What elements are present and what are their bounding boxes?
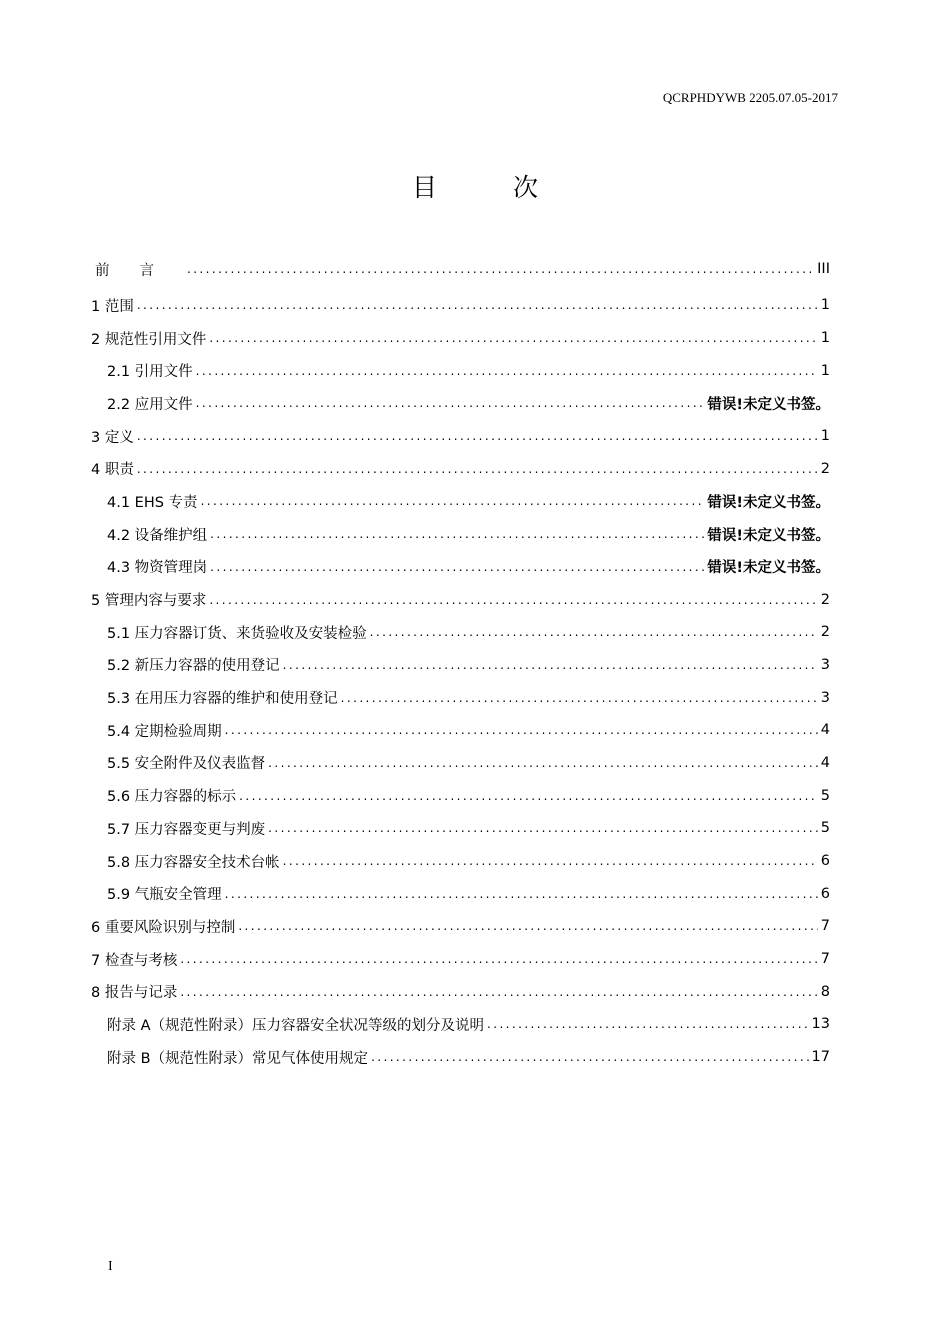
toc-entry-label: 4 职责 — [91, 462, 134, 479]
toc-entry[interactable] — [91, 354, 830, 387]
toc-leader-dots — [210, 527, 704, 541]
toc-leader-dots — [196, 364, 818, 378]
toc-entry-page: 4 — [820, 722, 830, 739]
toc-entry-label: 5.8 压力容器安全技术台帐 — [107, 854, 280, 871]
toc-entry[interactable] — [91, 452, 830, 485]
toc-entry[interactable] — [91, 583, 830, 616]
toc-entry-page: 5 — [820, 787, 830, 804]
toc-leader-dots — [180, 952, 817, 966]
toc-entry-label: 附录 B（规范性附录）常见气体使用规定 — [107, 1050, 369, 1067]
toc-entry-label: 5.1 压力容器订货、来货验收及安装检验 — [107, 625, 367, 642]
toc-leader-dots — [370, 625, 818, 639]
toc-entry-page: 3 — [820, 689, 830, 706]
toc-entry-page: 1 — [820, 362, 830, 379]
toc-entry-page: 7 — [820, 918, 830, 935]
toc-entry-label: 2.1 引用文件 — [107, 364, 193, 381]
toc-entry-page: 1 — [820, 330, 830, 347]
document-code: QCRPHDYWB 2205.07.05-2017 — [662, 90, 838, 105]
toc-entry[interactable] — [91, 910, 830, 943]
toc-entry-page: III — [817, 261, 830, 277]
toc-leader-dots — [137, 298, 818, 312]
toc-entry-page: 5 — [820, 820, 830, 837]
toc-entry-page: 8 — [820, 983, 830, 1000]
toc-leader-dots — [187, 262, 814, 276]
toc-entry[interactable] — [91, 249, 830, 289]
toc-entry[interactable] — [91, 681, 830, 714]
toc-entry-error: 错误!未定义书签。 — [707, 396, 830, 413]
toc-entry-label: 3 定义 — [91, 429, 134, 446]
toc-entry-page: 17 — [811, 1049, 830, 1066]
toc-entry[interactable] — [91, 649, 830, 682]
toc-entry-label: 5 管理内容与要求 — [91, 593, 207, 610]
toc-entry-page: 13 — [811, 1016, 830, 1033]
toc-entry-label: 4.3 物资管理岗 — [107, 560, 208, 577]
toc-entry-page: 1 — [820, 297, 830, 314]
toc-entry-label: 8 报告与记录 — [91, 985, 178, 1002]
toc-entry[interactable] — [91, 845, 830, 878]
toc-entry-page: 6 — [820, 853, 830, 870]
toc-entry-page: 4 — [820, 754, 830, 771]
toc-entry-page: 2 — [820, 591, 830, 608]
toc-leader-dots — [225, 887, 818, 901]
toc-leader-dots — [341, 691, 818, 705]
toc-entry-label: 5.2 新压力容器的使用登记 — [107, 658, 280, 675]
toc-entry[interactable] — [91, 322, 830, 355]
toc-entry-label: 1 范围 — [91, 298, 134, 315]
toc-leader-dots — [225, 723, 818, 737]
toc-leader-dots — [283, 854, 818, 868]
toc-leader-dots — [487, 1017, 809, 1031]
toc-leader-dots — [238, 919, 817, 933]
toc-entry[interactable] — [91, 943, 830, 976]
toc-leader-dots — [196, 396, 705, 410]
toc-leader-dots — [239, 789, 818, 803]
toc-leader-dots — [180, 985, 817, 999]
toc-entry-label: 2.2 应用文件 — [107, 396, 193, 413]
toc-leader-dots — [137, 429, 818, 443]
toc-entry-label: 2 规范性引用文件 — [91, 331, 207, 348]
toc-entry-label: 7 检查与考核 — [91, 952, 178, 969]
toc-entry-page: 7 — [820, 951, 830, 968]
toc-entry[interactable] — [91, 877, 830, 910]
toc-entry-label: 前言 — [95, 262, 184, 279]
toc-entry-label: 5.5 安全附件及仪表监督 — [107, 756, 266, 773]
toc-entry[interactable] — [91, 485, 830, 518]
toc-leader-dots — [210, 560, 704, 574]
toc-entry-error: 错误!未定义书签。 — [707, 527, 830, 544]
toc-entry[interactable] — [91, 551, 830, 584]
toc-entry-error: 错误!未定义书签。 — [707, 494, 830, 511]
page-number: I — [108, 1259, 113, 1274]
toc-leader-dots — [283, 658, 818, 672]
toc-entry-page: 6 — [820, 885, 830, 902]
toc-leader-dots — [268, 821, 818, 835]
toc-entry[interactable] — [91, 1041, 830, 1074]
toc-entry-page: 2 — [820, 460, 830, 477]
toc-entry-label: 4.2 设备维护组 — [107, 527, 208, 544]
toc-entry-label: 5.3 在用压力容器的维护和使用登记 — [107, 691, 338, 708]
toc-entry[interactable] — [91, 747, 830, 780]
toc-entry-label: 5.7 压力容器变更与判废 — [107, 821, 266, 838]
toc-entry-label: 附录 A（规范性附录）压力容器安全状况等级的划分及说明 — [107, 1017, 485, 1034]
toc-leader-dots — [268, 756, 818, 770]
toc-entry-label: 5.4 定期检验周期 — [107, 723, 222, 740]
toc-leader-dots — [137, 462, 818, 476]
toc-entry-error: 错误!未定义书签。 — [707, 560, 830, 577]
table-of-contents — [91, 249, 830, 1074]
toc-entry[interactable] — [91, 420, 830, 453]
toc-entry-label: 6 重要风险识别与控制 — [91, 919, 236, 936]
toc-entry-page: 1 — [820, 428, 830, 445]
toc-entry[interactable] — [91, 1008, 830, 1041]
toc-entry[interactable] — [91, 387, 830, 420]
toc-leader-dots — [371, 1050, 808, 1064]
toc-leader-dots — [209, 593, 817, 607]
toc-entry[interactable] — [91, 616, 830, 649]
toc-leader-dots — [209, 331, 817, 345]
toc-entry[interactable] — [91, 779, 830, 812]
toc-entry[interactable] — [91, 289, 830, 322]
toc-entry-label: 5.6 压力容器的标示 — [107, 789, 237, 806]
toc-entry-page: 2 — [820, 624, 830, 641]
toc-entry[interactable] — [91, 975, 830, 1008]
toc-entry[interactable] — [91, 714, 830, 747]
toc-entry-page: 3 — [820, 656, 830, 673]
toc-entry-label: 5.9 气瓶安全管理 — [107, 887, 222, 904]
page-title: 目 次 — [412, 173, 572, 202]
toc-entry[interactable] — [91, 518, 830, 551]
toc-entry-label: 4.1 EHS 专责 — [107, 494, 198, 511]
toc-entry[interactable] — [91, 812, 830, 845]
toc-leader-dots — [201, 494, 705, 508]
